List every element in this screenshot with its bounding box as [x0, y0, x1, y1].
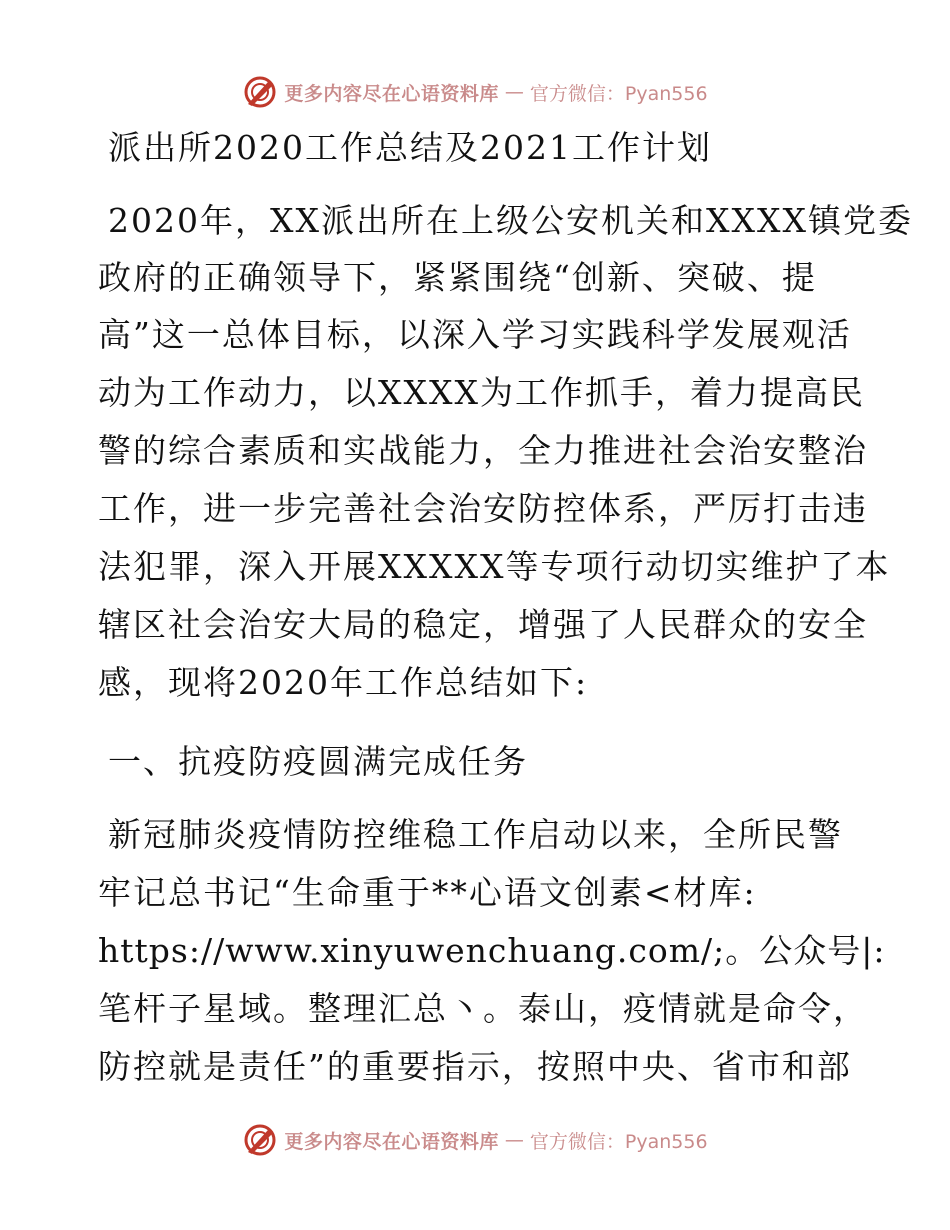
paragraph-1-line: 法犯罪，深入开展XXXXX等专项行动切实维护了本: [98, 547, 891, 586]
paragraph-2-line: 防控就是责任”的重要指示，按照中央、省市和部: [98, 1047, 852, 1086]
paragraph-1-line: 工作，进一步完善社会治安防控体系，严厉打击违: [98, 489, 868, 528]
footer-watermark-banner: [0, 1118, 950, 1162]
paragraph-1-line: 警的综合素质和实战能力，全力推进社会治安整治: [98, 431, 868, 470]
banner-wechat: 官方微信：Pyan556: [529, 82, 708, 105]
banner-separator: —: [504, 81, 524, 103]
paragraph-1-line: 政府的正确领导下，紧紧围绕“创新、突破、提: [98, 258, 817, 297]
section-heading: 一、抗疫防疫圆满完成任务: [108, 742, 528, 781]
banner-slogan: 更多内容尽在心语资料库: [284, 1130, 499, 1153]
header-watermark-banner: [0, 70, 950, 114]
document-title: 派出所2020工作总结及2021工作计划: [108, 128, 712, 167]
paragraph-2-line: 笔杆子星域。整理汇总丶。泰山，疫情就是命令，: [98, 989, 868, 1028]
banner-wechat: 官方微信：Pyan556: [529, 1130, 708, 1153]
paragraph-1-line: 辖区社会治安大局的稳定，增强了人民群众的安全: [98, 605, 868, 644]
paragraph-1-line: 2020年，XX派出所在上级公安机关和XXXX镇党委: [108, 201, 913, 240]
paragraph-1-line: 动为工作动力，以XXXX为工作抓手，着力提高民: [98, 373, 865, 412]
brush-logo-icon: [242, 1122, 278, 1158]
paragraph-2-line: 牢记总书记“生命重于**心语文创素<材库:: [98, 873, 757, 912]
banner-slogan: 更多内容尽在心语资料库: [284, 82, 499, 105]
brush-logo-icon: [242, 74, 278, 110]
paragraph-2-line: 新冠肺炎疫情防控维稳工作启动以来，全所民警: [108, 815, 843, 854]
paragraph-2-line: https://www.xinyuwenchuang.com/;。公众号|:: [98, 931, 886, 970]
paragraph-1-line: 感，现将2020年工作总结如下:: [98, 663, 589, 702]
banner-separator: —: [504, 1129, 524, 1151]
paragraph-1-line: 高”这一总体目标，以深入学习实践科学发展观活: [98, 315, 852, 354]
